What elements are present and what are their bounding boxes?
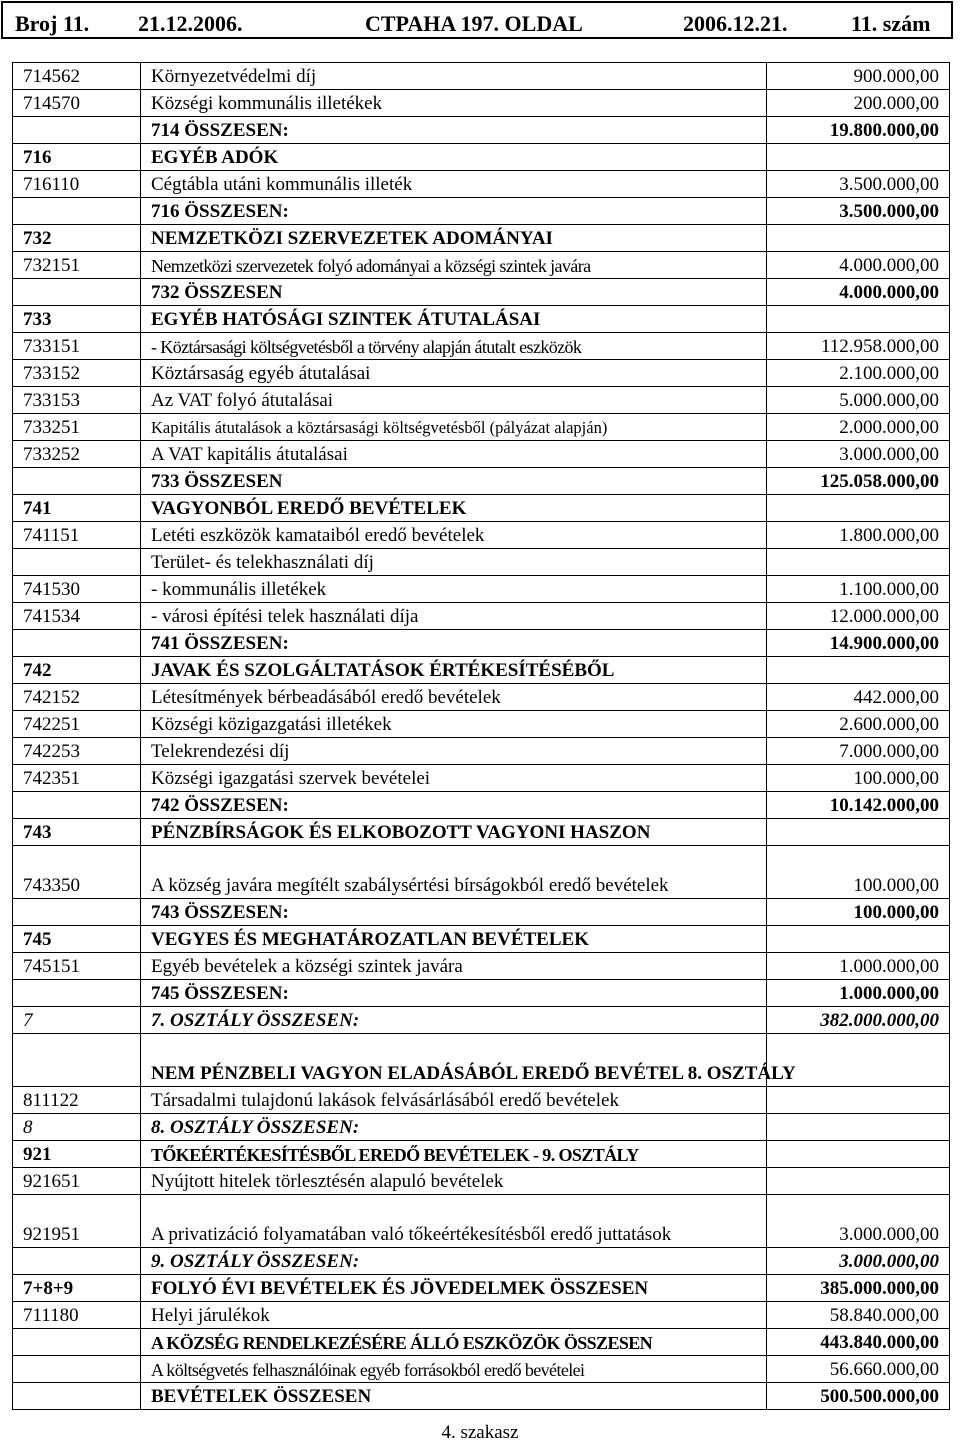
row-amount: 112.958.000,00 [767,333,950,360]
row-code: 742 [13,657,141,684]
row-amount: 7.000.000,00 [767,738,950,765]
table-row [13,414,950,441]
row-description: 716 ÖSSZESEN: [141,198,767,225]
row-code: 741534 [13,603,141,630]
row-code [13,198,141,225]
row-code: 7 [13,1007,141,1034]
table-row [13,1275,950,1302]
footer-section: 4. szakasz [441,1422,519,1443]
table-row [13,765,950,792]
table-row [13,63,950,90]
row-code: 742152 [13,684,141,711]
row-amount: 14.900.000,00 [767,630,950,657]
table-row [13,926,950,953]
table-row [13,144,950,171]
row-code: 8 [13,1114,141,1141]
row-amount [767,1141,950,1168]
page-title: CTPAHA 197. OLDAL [365,11,583,36]
row-description: BEVÉTELEK ÖSSZESEN [141,1383,767,1410]
row-description: Cégtábla utáni kommunális illeték [141,171,767,198]
table-row [13,468,950,495]
row-amount: 100.000,00 [767,899,950,926]
row-amount [767,1168,950,1195]
row-amount: 3.500.000,00 [767,198,950,225]
row-amount: 382.000.000,00 [767,1007,950,1034]
row-code: 921 [13,1141,141,1168]
row-amount [767,926,950,953]
row-code: 741530 [13,576,141,603]
row-amount [767,1114,950,1141]
row-description: A privatizáció folyamatában való tőkeértékesítésből eredő juttatások [141,1195,767,1248]
row-description: Községi közigazgatási illetékek [141,711,767,738]
table-row [13,333,950,360]
row-code: 716 [13,144,141,171]
row-description: NEM PÉNZBELI VAGYON ELADÁSÁBÓL EREDŐ BEVÉTEL 8. OSZTÁLY [141,1034,767,1087]
table-row [13,1087,950,1114]
table-row [13,1195,950,1248]
row-code [13,980,141,1007]
table-row [13,1356,950,1383]
row-code: 742251 [13,711,141,738]
table-row [13,1302,950,1329]
row-description: Telekrendezési díj [141,738,767,765]
row-code: 733153 [13,387,141,414]
row-description: - városi építési telek használati díja [141,603,767,630]
row-code [13,792,141,819]
row-code: 742253 [13,738,141,765]
issue-number: 11. szám [851,11,931,36]
row-code [13,117,141,144]
issue-number-hu: Broj 11. [15,11,90,36]
date-serbian: 21.12.2006. [138,11,243,36]
row-description: - kommunális illetékek [141,576,767,603]
table-row [13,279,950,306]
row-description: 8. OSZTÁLY ÖSSZESEN: [141,1114,767,1141]
table-row [13,171,950,198]
row-amount: 125.058.000,00 [767,468,950,495]
table-row [13,1141,950,1168]
row-amount [767,1087,950,1114]
row-description: Nemzetközi szervezetek folyó adományai a községi szintek javára [141,252,767,279]
table-row [13,1114,950,1141]
row-description: Községi kommunális illetékek [141,90,767,117]
row-description: 741 ÖSSZESEN: [141,630,767,657]
row-description: Környezetvédelmi díj [141,63,767,90]
row-code: 733251 [13,414,141,441]
table-row [13,1034,950,1087]
row-description: A költségvetés felhasználóinak egyéb forrásokból eredő bevételei [141,1356,767,1383]
row-code [13,1248,141,1275]
row-code: 745 [13,926,141,953]
row-amount [767,225,950,252]
table-row [13,1383,950,1410]
row-description: - Köztársasági költségvetésből a törvény alapján átutalt eszközök [141,333,767,360]
table-row [13,657,950,684]
row-amount: 3.000.000,00 [767,1248,950,1275]
row-amount: 3.000.000,00 [767,441,950,468]
row-description: EGYÉB ADÓK [141,144,767,171]
row-code [13,630,141,657]
row-description: EGYÉB HATÓSÁGI SZINTEK ÁTUTALÁSAI [141,306,767,333]
row-description: 733 ÖSSZESEN [141,468,767,495]
row-code: 741 [13,495,141,522]
row-code: 714570 [13,90,141,117]
row-description: TŐKEÉRTÉKESÍTÉSBŐL EREDŐ BEVÉTELEK - 9. OSZTÁLY [141,1141,767,1168]
date-hungarian: 2006.12.21. [683,11,788,36]
row-amount: 442.000,00 [767,684,950,711]
row-amount: 443.840.000,00 [767,1329,950,1356]
row-amount: 3.500.000,00 [767,171,950,198]
row-amount: 200.000,00 [767,90,950,117]
row-code: 732151 [13,252,141,279]
table-row [13,899,950,926]
row-description: 742 ÖSSZESEN: [141,792,767,819]
row-code: 733 [13,306,141,333]
row-description: Egyéb bevételek a községi szintek javára [141,953,767,980]
row-amount: 4.000.000,00 [767,252,950,279]
table-row [13,1329,950,1356]
row-description: VEGYES ÉS MEGHATÁROZATLAN BEVÉTELEK [141,926,767,953]
table-row [13,387,950,414]
row-description: Társadalmi tulajdonú lakások felvásárlásából eredő bevételek [141,1087,767,1114]
table-row [13,603,950,630]
row-amount [767,144,950,171]
row-amount [767,819,950,846]
row-code: 7+8+9 [13,1275,141,1302]
row-description: Községi igazgatási szervek bevételei [141,765,767,792]
row-code: 743350 [13,846,141,899]
row-amount: 100.000,00 [767,765,950,792]
row-description: Az VAT folyó átutalásai [141,387,767,414]
table-row [13,792,950,819]
row-amount: 12.000.000,00 [767,603,950,630]
table-row [13,711,950,738]
row-description: Letéti eszközök kamataiból eredő bevételek [141,522,767,549]
table-row [13,684,950,711]
row-code: 742351 [13,765,141,792]
row-amount: 1.000.000,00 [767,953,950,980]
table-row [13,198,950,225]
revenue-table [12,62,950,1410]
row-description: Helyi járulékok [141,1302,767,1329]
table-row [13,90,950,117]
row-description: NEMZETKÖZI SZERVEZETEK ADOMÁNYAI [141,225,767,252]
row-description: Köztársaság egyéb átutalásai [141,360,767,387]
table-row [13,846,950,899]
row-description: Létesítmények bérbeadásából eredő bevételek [141,684,767,711]
table-row [13,225,950,252]
row-description: Terület- és telekhasználati díj [141,549,767,576]
table-row [13,549,950,576]
row-amount [767,657,950,684]
row-code [13,279,141,306]
row-description: FOLYÓ ÉVI BEVÉTELEK ÉS JÖVEDELMEK ÖSSZESEN [141,1275,767,1302]
row-description: A község javára megítélt szabálysértési bírságokból eredő bevételek [141,846,767,899]
row-code [13,1034,141,1087]
row-code: 733152 [13,360,141,387]
row-code: 733252 [13,441,141,468]
row-description: VAGYONBÓL EREDŐ BEVÉTELEK [141,495,767,522]
row-description: JAVAK ÉS SZOLGÁLTATÁSOK ÉRTÉKESÍTÉSÉBŐL [141,657,767,684]
row-amount: 4.000.000,00 [767,279,950,306]
row-amount: 1.100.000,00 [767,576,950,603]
row-amount [767,306,950,333]
row-amount: 58.840.000,00 [767,1302,950,1329]
row-description: A VAT kapitális átutalásai [141,441,767,468]
table-row [13,980,950,1007]
row-amount: 100.000,00 [767,846,950,899]
row-code: 716110 [13,171,141,198]
table-row [13,306,950,333]
row-code: 811122 [13,1087,141,1114]
row-code [13,899,141,926]
table-row [13,1168,950,1195]
row-amount: 5.000.000,00 [767,387,950,414]
row-description: PÉNZBÍRSÁGOK ÉS ELKOBOZOTT VAGYONI HASZON [141,819,767,846]
table-row [13,252,950,279]
row-amount: 500.500.000,00 [767,1383,950,1410]
row-description: 743 ÖSSZESEN: [141,899,767,926]
row-code: 921651 [13,1168,141,1195]
table-row [13,441,950,468]
table-row [13,495,950,522]
row-code: 921951 [13,1195,141,1248]
table-row [13,1007,950,1034]
row-description: 9. OSZTÁLY ÖSSZESEN: [141,1248,767,1275]
table-row [13,738,950,765]
row-code: 711180 [13,1302,141,1329]
table-row [13,522,950,549]
table-row [13,953,950,980]
row-code: 741151 [13,522,141,549]
row-description: 714 ÖSSZESEN: [141,117,767,144]
row-code: 733151 [13,333,141,360]
row-code [13,1356,141,1383]
page-header [1,1,953,39]
row-amount [767,495,950,522]
row-code [13,1329,141,1356]
table-row [13,819,950,846]
row-amount: 2.600.000,00 [767,711,950,738]
row-amount: 385.000.000,00 [767,1275,950,1302]
row-code [13,468,141,495]
row-amount: 2.000.000,00 [767,414,950,441]
row-description: A KÖZSÉG RENDELKEZÉSÉRE ÁLLÓ ESZKÖZÖK ÖSSZESEN [141,1329,767,1356]
table-row [13,360,950,387]
row-amount: 1.000.000,00 [767,980,950,1007]
row-code [13,549,141,576]
row-description: 745 ÖSSZESEN: [141,980,767,1007]
row-code: 743 [13,819,141,846]
row-code: 745151 [13,953,141,980]
table-row [13,576,950,603]
row-amount: 2.100.000,00 [767,360,950,387]
table-row [13,630,950,657]
table-row [13,117,950,144]
table-row [13,1248,950,1275]
row-amount [767,549,950,576]
row-description: 732 ÖSSZESEN [141,279,767,306]
row-code [13,1383,141,1410]
row-description: 7. OSZTÁLY ÖSSZESEN: [141,1007,767,1034]
row-description: Kapitális átutalások a köztársasági költségvetésből (pályázat alapján) [141,414,767,441]
row-code: 732 [13,225,141,252]
row-amount: 3.000.000,00 [767,1195,950,1248]
row-code: 714562 [13,63,141,90]
row-amount: 19.800.000,00 [767,117,950,144]
row-amount: 56.660.000,00 [767,1356,950,1383]
row-amount: 10.142.000,00 [767,792,950,819]
row-amount: 900.000,00 [767,63,950,90]
row-amount: 1.800.000,00 [767,522,950,549]
row-description: Nyújtott hitelek törlesztésén alapuló bevételek [141,1168,767,1195]
